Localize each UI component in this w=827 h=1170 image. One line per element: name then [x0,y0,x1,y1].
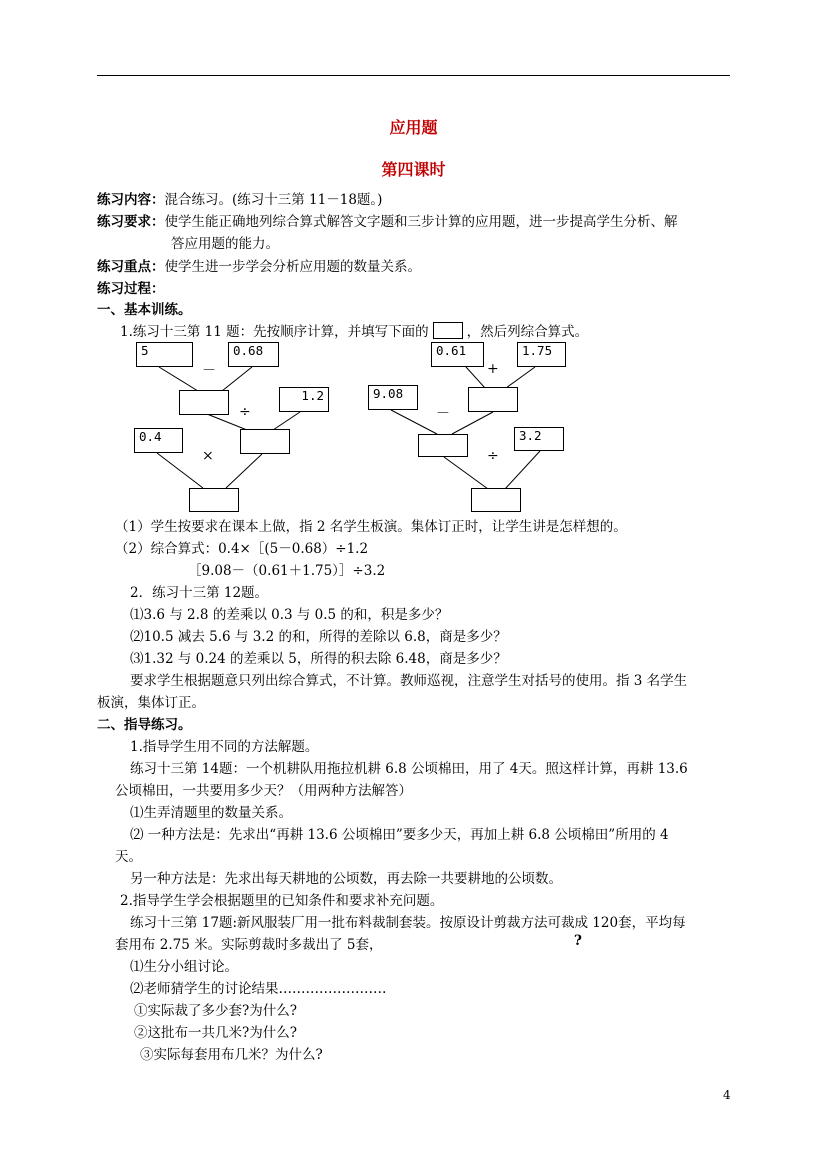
q1-note-3: ［9.08－（0.61＋1.75）］÷3.2 [188,563,386,579]
d1-box-quot [240,429,290,454]
page-subtitle: 第四课时 [381,160,446,179]
q1-note-1: （1）学生按要求在课本上做，指 2 名学生板演。集体订正时，让学生讲是怎样想的。 [115,519,627,535]
q2-item-2: ⑵10.5 减去 5.6 与 3.2 的和，所得的差除以 6.8，商是多少？ [130,629,507,645]
d1-box-b: 0.68 [228,342,279,367]
page-number: 4 [723,1088,731,1102]
g2-step-2: ⑵老师猜学生的讨论结果…………………… [130,981,387,997]
d2-box-diff [418,434,468,457]
meta-requirement-cont: 答应用题的能力。 [171,236,279,252]
g2-question-mark: ? [574,933,582,949]
d2-box-b: 1.75 [517,342,566,367]
d1-box-d: 0.4 [134,428,183,453]
q1-note-2: （2）综合算式：0.4×［(5－0.68）÷1.2 [115,541,369,557]
d2-op-divide: ÷ [487,448,499,464]
q2-title: 2．练习十三第 12题。 [130,585,269,601]
g1-step-2: ⑵ 一种方法是：先求出“再耕 13.6 公顷棉田”要多少天，再加上耕 6.8 公顷棉田”所用的 4 [130,827,669,843]
g2-guess-1: ①实际裁了多少套?为什么? [134,1003,297,1019]
g2-guess-3: ③实际每套用布几米？为什么? [140,1047,323,1063]
d2-box-a: 0.61 [431,342,484,367]
g1-step-2-cont: 天。 [115,849,142,865]
d2-op-minus: － [436,406,450,422]
meta-focus: 练习重点：使学生进一步学会分析应用题的数量关系。 [97,259,421,275]
meta-content: 练习内容：混合练习。(练习十三第 11－18题。) [97,192,383,208]
d2-box-result [471,488,521,512]
g2-title: 2.指导学生学会根据题里的已知条件和要求补充问题。 [120,893,444,909]
g2-guess-2: ②这批布一共几米?为什么? [134,1025,297,1041]
diagram-lines [0,0,827,520]
question-1-text: 1.练习十三第 11 题：先按顺序计算，并填写下面的 ，然后列综合算式。 [120,324,589,340]
g2-problem-2: 套用布 2.75 米。实际剪裁时多裁出了 5套， [115,937,383,953]
d1-op-multiply: × [202,448,214,464]
q2-item-1: ⑴3.6 与 2.8 的差乘以 0.3 与 0.5 的和，积是多少？ [130,607,449,623]
d1-box-a: 5 [136,342,193,367]
g2-problem-1: 练习十三第 17题:新风服装厂用一批布料裁制套装。按原设计剪裁方法可裁成 120套，平均每 [130,915,686,931]
q2-requirement-2: 板演，集体订正。 [97,695,205,711]
g1-problem-1: 练习十三第 14题：一个机耕队用拖拉机耕 6.8 公顷棉田，用了 4天。照这样计算，再耕 13.6 [130,761,688,777]
section-basic-training: 一、基本训练。 [97,302,192,318]
g1-other-method: 另一种方法是：先求出每天耕地的公顷数，再去除一共要耕地的公顷数。 [130,871,562,887]
q2-requirement-1: 要求学生根据题意只列出综合算式，不计算。教师巡视，注意学生对括号的使用。指 3 名学生 [130,673,688,689]
g2-step-1: ⑴生分小组讨论。 [130,959,238,975]
g1-title: 1.指导学生用不同的方法解题。 [130,739,319,755]
g1-step-1: ⑴生弄清题里的数量关系。 [130,805,292,821]
d1-box-result [189,488,239,512]
d2-box-sum [468,387,518,412]
section-guided-practice: 二、指导练习。 [97,717,192,733]
page-title: 应用题 [389,118,438,137]
d2-box-c: 9.08 [368,385,418,410]
q2-item-3: ⑶1.32 与 0.24 的差乘以 5，所得的积去除 6.48，商是多少？ [130,651,507,667]
d1-op-minus: － [202,363,216,379]
meta-process: 练习过程： [97,281,165,297]
d2-op-plus: + [487,361,499,377]
d1-box-c: 1.2 [279,387,329,412]
d1-box-diff [179,390,229,415]
d2-box-d: 3.2 [514,427,564,451]
g1-problem-2: 公顷棉田，一共要用多少天？（用两种方法解答） [115,783,412,799]
meta-requirement: 练习要求：使学生能正确地列综合算式解答文字题和三步计算的应用题，进一步提高学生分析、解 [97,214,678,230]
d1-op-divide: ÷ [239,404,251,420]
